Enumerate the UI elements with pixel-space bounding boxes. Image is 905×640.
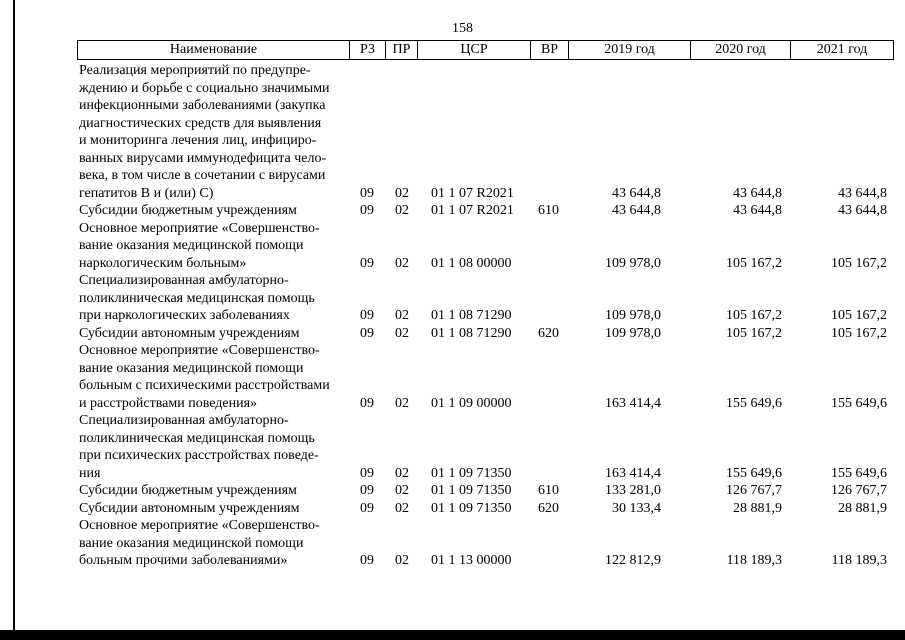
row-csr: 01 1 13 00000 <box>431 553 512 568</box>
row-2020: 105 167,2 <box>726 308 782 323</box>
row-name-line: вание оказания медицинской помощи <box>79 535 304 551</box>
row-2021: 105 167,2 <box>831 308 887 323</box>
row-2021: 118 189,3 <box>831 553 887 568</box>
table-row <box>79 482 894 500</box>
row-name <box>79 272 347 325</box>
row-name-line: Специализированная амбулаторно- <box>79 413 289 428</box>
header-2019: 2019 год <box>569 41 691 59</box>
row-name-line: и мониторинга лечения лиц, инфициро- <box>79 133 317 148</box>
header-2020: 2020 год <box>691 41 791 59</box>
row-pr: 02 <box>395 185 409 201</box>
page-number: 158 <box>452 21 473 36</box>
row-name <box>79 500 347 518</box>
row-name <box>79 412 347 482</box>
table-row <box>79 500 894 518</box>
row-name <box>79 220 347 273</box>
row-name-line: вание оказания медицинской помощи <box>79 238 304 253</box>
row-rz: 09 <box>360 395 374 411</box>
header-csr: ЦСР <box>418 41 531 59</box>
row-name <box>79 62 347 202</box>
page-left-edge <box>13 0 15 640</box>
row-csr: 01 1 07 R2021 <box>431 203 514 218</box>
header-rz: РЗ <box>350 41 386 59</box>
row-name-line: гепатитов B и (или) C) <box>79 185 214 201</box>
row-csr: 01 1 09 71350 <box>431 500 512 516</box>
row-name-line: больным с психическими расстройствами <box>79 378 330 393</box>
row-name-line: больным прочими заболеваниями» <box>79 553 288 568</box>
row-pr: 02 <box>395 465 409 481</box>
row-2020: 43 644,8 <box>733 185 782 201</box>
row-2020: 28 881,9 <box>733 500 782 516</box>
row-2019: 43 644,8 <box>612 185 661 201</box>
table-row <box>79 220 894 273</box>
row-vr: 620 <box>538 500 559 516</box>
table-row <box>79 62 894 202</box>
row-2019: 133 281,0 <box>605 483 661 498</box>
row-name-line: Основное мероприятие «Совершенство- <box>79 518 320 533</box>
header-2021: 2021 год <box>816 42 868 57</box>
row-name-line: наркологическим больным» <box>79 255 247 271</box>
row-pr: 02 <box>395 203 409 218</box>
table-row <box>79 342 894 412</box>
row-rz: 09 <box>360 483 374 498</box>
row-2021: 155 649,6 <box>831 465 887 481</box>
row-name-line: инфекционными заболеваниями (закупка <box>79 98 326 113</box>
table-row <box>79 325 894 343</box>
row-csr: 01 1 09 71350 <box>431 465 512 481</box>
row-2020: 155 649,6 <box>726 465 782 481</box>
row-name-line: Реализация мероприятий по предупре- <box>79 63 311 78</box>
row-2019: 43 644,8 <box>612 203 661 218</box>
row-rz: 09 <box>360 203 374 218</box>
row-2021: 105 167,2 <box>831 255 887 271</box>
row-2020: 155 649,6 <box>726 395 782 411</box>
header-pr: ПР <box>386 41 418 59</box>
row-name-line: Субсидии автономным учреждениям <box>79 325 300 341</box>
row-name-line: ния <box>79 465 101 481</box>
row-csr: 01 1 08 71290 <box>431 325 512 341</box>
row-vr: 620 <box>538 325 559 341</box>
row-2021: 28 881,9 <box>838 500 887 516</box>
row-rz: 09 <box>360 465 374 481</box>
page-bottom-edge <box>0 630 905 640</box>
row-name-line: Специализированная амбулаторно- <box>79 273 289 288</box>
row-pr: 02 <box>395 483 409 498</box>
table-row <box>79 272 894 325</box>
row-rz: 09 <box>360 500 374 516</box>
table-row <box>79 412 894 482</box>
row-2020: 43 644,8 <box>733 203 782 218</box>
row-pr: 02 <box>395 255 409 271</box>
row-2020: 105 167,2 <box>726 325 782 341</box>
row-2021: 105 167,2 <box>831 325 887 341</box>
row-csr: 01 1 07 R2021 <box>431 185 514 201</box>
row-rz: 09 <box>360 325 374 341</box>
row-name-line: и расстройствами поведения» <box>79 395 258 411</box>
row-name-line: века, в том числе в сочетании с вирусами <box>79 168 326 183</box>
row-name-line: Основное мероприятие «Совершенство- <box>79 343 320 358</box>
row-2019: 30 133,4 <box>612 500 661 516</box>
row-rz: 09 <box>360 185 374 201</box>
row-rz: 09 <box>360 308 374 323</box>
row-csr: 01 1 08 71290 <box>431 308 512 323</box>
row-name-line: ванных вирусами иммунодефицита чело- <box>79 150 327 166</box>
row-2021: 126 767,7 <box>831 483 887 498</box>
row-csr: 01 1 09 71350 <box>431 483 512 498</box>
row-2019: 109 978,0 <box>605 308 661 323</box>
row-name-line: при наркологических заболеваниях <box>79 308 290 323</box>
row-2020: 105 167,2 <box>726 255 782 271</box>
row-rz: 09 <box>360 553 374 568</box>
row-2019: 163 414,4 <box>605 395 661 411</box>
row-name <box>79 342 347 412</box>
row-name-line: ждению и борьбе с социально значимыми <box>79 80 330 96</box>
table-row <box>79 517 894 570</box>
table-row <box>79 202 894 220</box>
header-name: Наименование <box>78 41 350 59</box>
row-csr: 01 1 08 00000 <box>431 255 512 271</box>
row-2019: 163 414,4 <box>605 465 661 481</box>
row-name-line: поликлиническая медицинская помощь <box>79 430 315 446</box>
table-body <box>79 62 894 570</box>
row-pr: 02 <box>395 553 409 568</box>
row-name-line: диагностических средств для выявления <box>79 115 322 131</box>
row-name-line: Субсидии бюджетным учреждениям <box>79 483 297 498</box>
row-pr: 02 <box>395 325 409 341</box>
row-pr: 02 <box>395 308 409 323</box>
row-name-line: вание оказания медицинской помощи <box>79 360 304 376</box>
row-name <box>79 517 347 570</box>
header-vr: ВР <box>531 41 569 59</box>
row-vr: 610 <box>538 203 559 218</box>
row-pr: 02 <box>395 395 409 411</box>
row-2019: 109 978,0 <box>605 255 661 271</box>
row-2020: 118 189,3 <box>726 553 782 568</box>
row-name <box>79 202 347 220</box>
row-csr: 01 1 09 00000 <box>431 395 512 411</box>
row-name-line: Субсидии автономным учреждениям <box>79 500 300 516</box>
row-2021: 155 649,6 <box>831 395 887 411</box>
row-name <box>79 482 347 500</box>
table-header <box>77 40 894 60</box>
row-name-line: при психических расстройствах поведе- <box>79 448 319 463</box>
row-name-line: Субсидии бюджетным учреждениям <box>79 203 297 218</box>
row-2019: 122 812,9 <box>605 553 661 568</box>
row-2020: 126 767,7 <box>726 483 782 498</box>
row-name <box>79 325 347 343</box>
row-2019: 109 978,0 <box>605 325 661 341</box>
row-vr: 610 <box>538 483 559 498</box>
row-name-line: поликлиническая медицинская помощь <box>79 290 315 306</box>
row-rz: 09 <box>360 255 374 271</box>
row-2021: 43 644,8 <box>838 203 887 218</box>
row-name-line: Основное мероприятие «Совершенство- <box>79 220 320 236</box>
row-pr: 02 <box>395 500 409 516</box>
row-2021: 43 644,8 <box>838 185 887 201</box>
